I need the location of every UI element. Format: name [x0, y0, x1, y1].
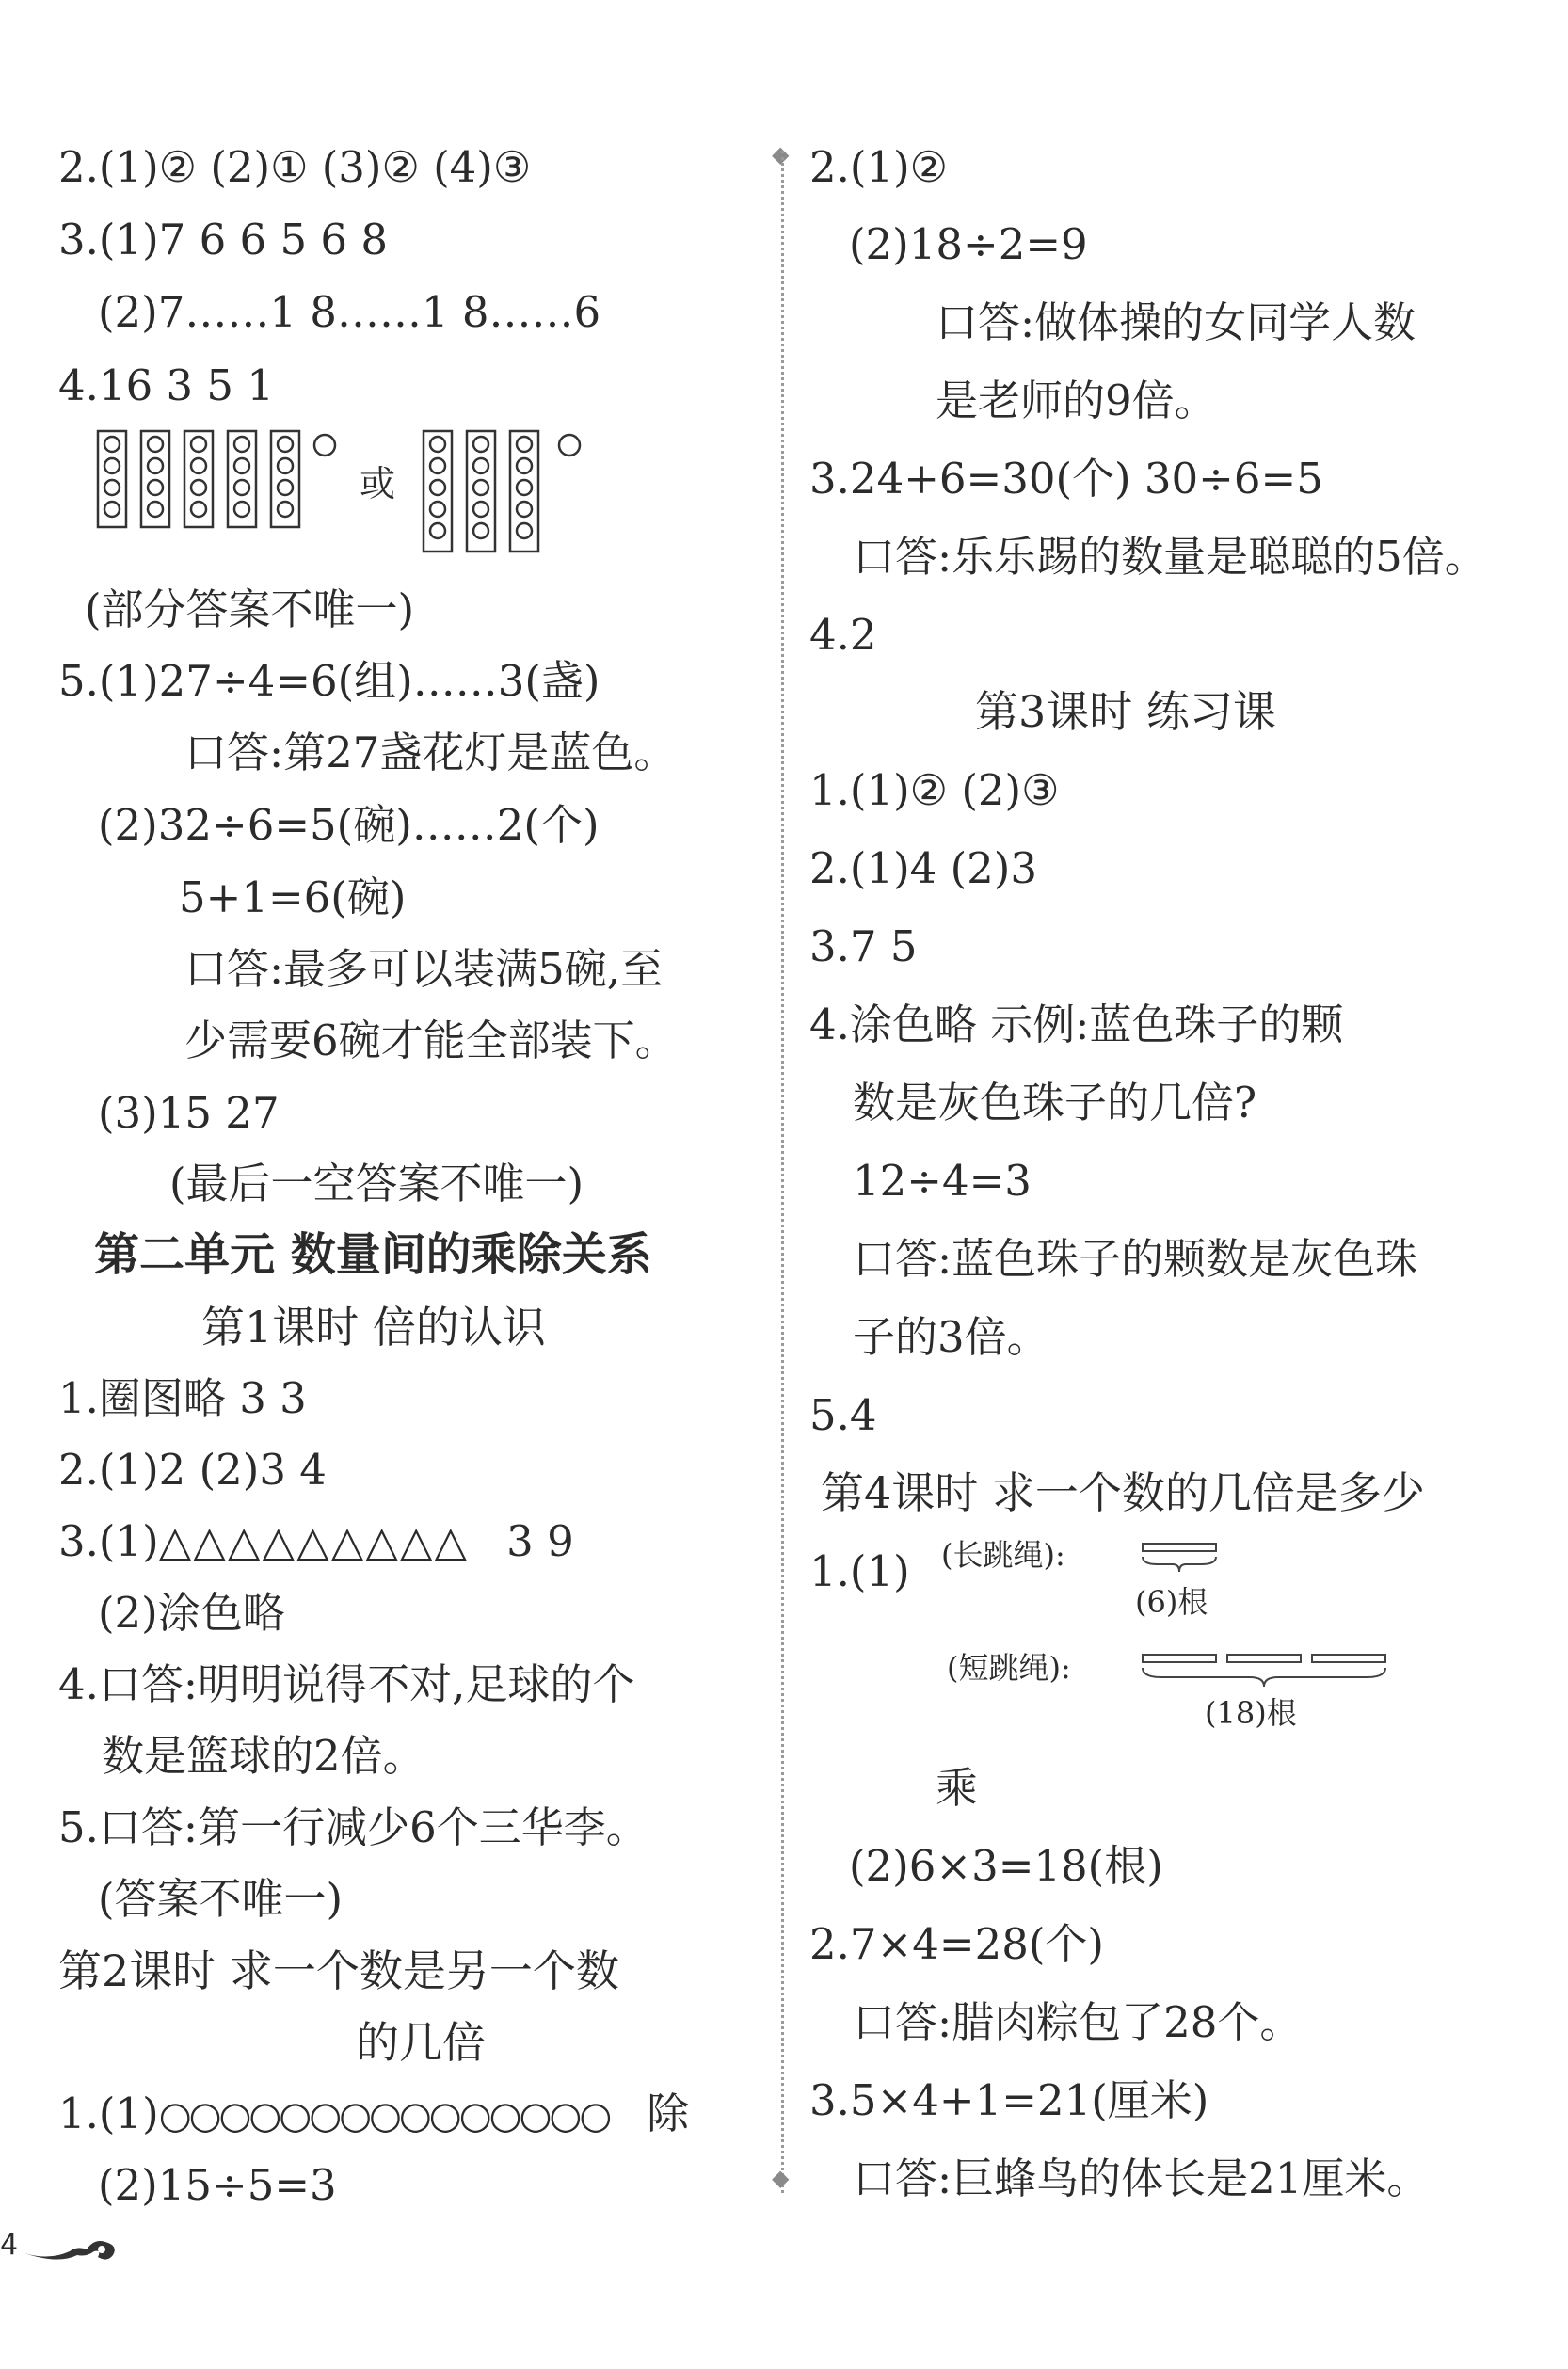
left-q4: 4.16 3 5 1 [58, 360, 274, 410]
left-q4-note: (部分答案不唯一) [85, 584, 415, 634]
lesson3-q5: 5.4 [809, 1390, 877, 1440]
left-q5-1-answer: 口答:第27盏花灯是蓝色。 [184, 728, 677, 777]
unit2-title: 第二单元 数量间的乘除关系 [94, 1228, 652, 1281]
long-rope-label: (长跳绳): [941, 1537, 1065, 1573]
left-q5-2-answer-1: 口答:最多可以装满5碗,至 [184, 944, 664, 994]
circle-row: ○○○○○○○○○○○○○○○ [158, 2094, 610, 2137]
lesson2-q1-1: 1.(1)○○○○○○○○○○○○○○○ 除 [58, 2089, 690, 2138]
lesson3-q4-2: 数是灰色珠子的几倍? [853, 1078, 1257, 1128]
lesson3-title: 第3课时 练习课 [975, 686, 1276, 737]
lesson3-q3: 3.7 5 [809, 921, 918, 971]
short-rope-label: (短跳绳): [947, 1650, 1071, 1686]
right-q3-answer: 口答:乐乐踢的数量是聪聪的5倍。 [853, 532, 1487, 582]
triangle-row: △△△△△△△△△ [158, 1516, 470, 1566]
left-q5-3-note: (最后一空答案不唯一) [169, 1159, 584, 1209]
lesson1-q3-2: (2)涂色略 [98, 1588, 285, 1638]
right-q2-answer-1: 口答:做体操的女同学人数 [936, 297, 1416, 347]
lesson4-q1-2: (2)6×3=18(根) [849, 1841, 1163, 1891]
left-q3-2: (2)7……1 8……1 8……6 [98, 287, 601, 337]
lesson3-q1: 1.(1)② (2)③ [809, 765, 1060, 815]
lesson4-q1-operation: 乘 [936, 1763, 979, 1813]
lesson4-q3-answer: 口答:巨蜂鸟的体长是21厘米。 [853, 2153, 1430, 2203]
left-q5-2-answer-2: 少需要6碗才能全部装下。 [184, 1016, 678, 1065]
right-q2-1: 2.(1)② [809, 142, 949, 192]
bead-or-label: 或 [360, 463, 396, 504]
left-q2: 2.(1)② (2)① (3)② (4)③ [58, 142, 532, 192]
bead-group-a [98, 431, 335, 527]
column-divider [781, 151, 784, 2193]
lesson2-title-2: 的几倍 [356, 2017, 486, 2068]
left-q5-2b: 5+1=6(碗) [179, 872, 407, 922]
left-q3-1: 3.(1)7 6 6 5 6 8 [58, 215, 388, 264]
lesson3-q2: 2.(1)4 (2)3 [809, 843, 1037, 893]
lesson1-q1: 1.圈图略 3 3 [58, 1373, 307, 1423]
divider-top-ornament: ◆ [772, 141, 790, 168]
lesson4-q3: 3.5×4+1=21(厘米) [809, 2075, 1209, 2125]
lesson1-q5-1: 5.口答:第一行减少6个三华李。 [58, 1802, 648, 1852]
cloud-ornament-icon [21, 2229, 124, 2266]
lesson1-q2: 2.(1)2 (2)3 4 [58, 1445, 327, 1495]
lesson1-q4-1: 4.口答:明明说得不对,足球的个 [58, 1659, 635, 1709]
right-q2-2: (2)18÷2=9 [849, 219, 1088, 269]
lesson4-q2: 2.7×4=28(个) [809, 1919, 1104, 1969]
divider-bottom-ornament: ◆ [772, 2165, 790, 2191]
long-rope-count: (6)根 [1135, 1584, 1208, 1620]
left-q5-1: 5.(1)27÷4=6(组)……3(盏) [58, 656, 600, 706]
short-rope-diagram [1139, 1645, 1402, 1702]
left-q5-2: (2)32÷6=5(碗)……2(个) [98, 800, 600, 850]
lesson1-title: 第1课时 倍的认识 [201, 1302, 546, 1353]
lesson4-q2-answer: 口答:腊肉粽包了28个。 [853, 1997, 1303, 2047]
right-q4: 4.2 [809, 610, 877, 660]
lesson1-q5-2: (答案不唯一) [98, 1874, 344, 1924]
lesson4-title: 第4课时 求一个数的几倍是多少 [821, 1467, 1425, 1518]
lesson3-q4-1: 4.涂色略 示例:蓝色珠子的颗 [809, 1000, 1344, 1049]
right-q2-answer-2: 是老师的9倍。 [936, 376, 1217, 425]
right-q3: 3.24+6=30(个) 30÷6=5 [809, 454, 1323, 504]
lesson1-q3-1: 3.(1)△△△△△△△△△ 3 9 [58, 1516, 574, 1566]
lesson3-q4-4: 口答:蓝色珠子的颗数是灰色珠 [853, 1234, 1418, 1284]
lesson2-q1-2: (2)15÷5=3 [98, 2160, 337, 2210]
bead-group-b [424, 431, 580, 552]
lesson2-title-1: 第2课时 求一个数是另一个数 [58, 1945, 619, 1996]
lesson1-q4-2: 数是篮球的2倍。 [102, 1731, 425, 1781]
lesson3-q4-3: 12÷4=3 [853, 1156, 1032, 1206]
page-number: 4 [0, 2229, 19, 2262]
long-rope-diagram [1139, 1534, 1224, 1591]
lesson3-q4-5: 子的3倍。 [853, 1312, 1049, 1362]
left-q5-3: (3)15 27 [98, 1088, 280, 1138]
bead-figure [94, 424, 621, 565]
lesson4-q1-prefix: 1.(1) [809, 1546, 910, 1596]
short-rope-count: (18)根 [1205, 1695, 1297, 1731]
